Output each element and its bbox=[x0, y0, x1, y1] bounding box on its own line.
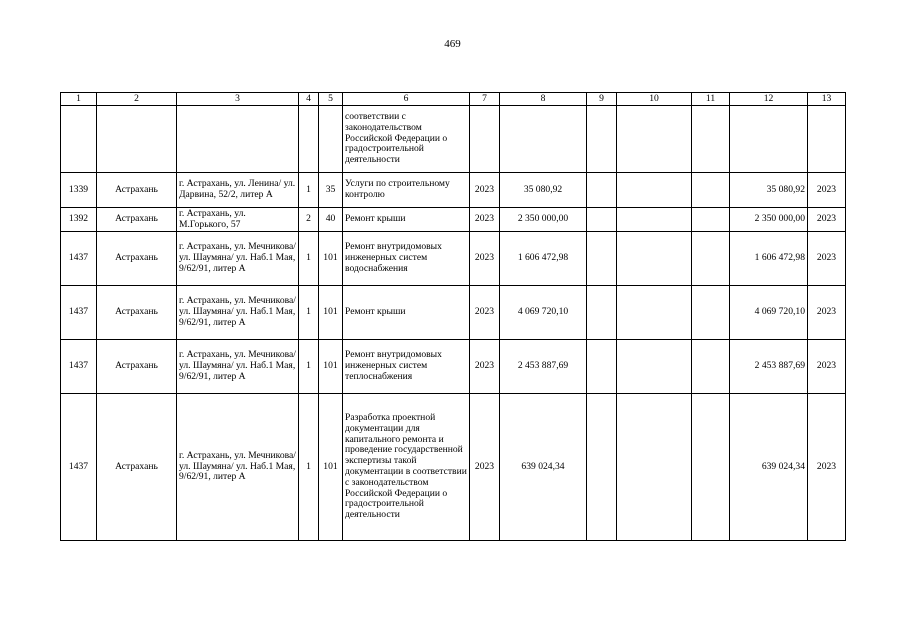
table-row bbox=[61, 232, 846, 286]
table-cell bbox=[692, 340, 730, 394]
table-cell bbox=[617, 106, 692, 173]
table-cell: 101 bbox=[319, 394, 343, 541]
column-header: 13 bbox=[808, 93, 846, 106]
header-row bbox=[61, 93, 846, 106]
year-cell: 2023 bbox=[470, 340, 500, 394]
table-cell bbox=[617, 340, 692, 394]
table-cell: 101 bbox=[319, 232, 343, 286]
work-type-cell: Ремонт внутридомовых инженерных систем теплоснабжения bbox=[343, 340, 470, 394]
table-row bbox=[61, 340, 846, 394]
table-cell: 101 bbox=[319, 340, 343, 394]
table-cell bbox=[177, 106, 299, 173]
year-cell: 2023 bbox=[470, 208, 500, 232]
table-cell bbox=[692, 394, 730, 541]
table-cell: 1 bbox=[299, 340, 319, 394]
number-cell: 1339 bbox=[61, 173, 97, 208]
table-cell bbox=[808, 106, 846, 173]
city-cell: Астрахань bbox=[97, 208, 177, 232]
year-cell: 2023 bbox=[470, 394, 500, 541]
amount-cell: 639 024,34 bbox=[730, 394, 808, 541]
year-cell: 2023 bbox=[808, 394, 846, 541]
address-cell: г. Астрахань, ул. Мечникова/ ул. Шаумяна/ ул. Наб.1 Мая, 9/62/91, литер А bbox=[177, 286, 299, 340]
column-header: 6 bbox=[343, 93, 470, 106]
amount-cell: 4 069 720,10 bbox=[730, 286, 808, 340]
table-cell bbox=[617, 173, 692, 208]
city-cell: Астрахань bbox=[97, 232, 177, 286]
table-row-continuation bbox=[61, 106, 846, 173]
table-row bbox=[61, 173, 846, 208]
column-header: 8 bbox=[500, 93, 587, 106]
city-cell: Астрахань bbox=[97, 340, 177, 394]
column-header: 1 bbox=[61, 93, 97, 106]
year-cell: 2023 bbox=[808, 340, 846, 394]
table-row bbox=[61, 208, 846, 232]
table-cell: 1 bbox=[299, 173, 319, 208]
address-cell: г. Астрахань, ул. Ленина/ ул. Дарвина, 52/2, литер А bbox=[177, 173, 299, 208]
table-cell: 40 bbox=[319, 208, 343, 232]
column-header: 3 bbox=[177, 93, 299, 106]
table-cell bbox=[587, 106, 617, 173]
table-cell bbox=[470, 106, 500, 173]
amount-cell: 1 606 472,98 bbox=[500, 232, 587, 286]
number-cell: 1437 bbox=[61, 286, 97, 340]
work-type-cell: соответствии с законодательством Российской Федерации о градостроительной деятельности bbox=[343, 106, 470, 173]
table-cell bbox=[319, 106, 343, 173]
amount-cell: 4 069 720,10 bbox=[500, 286, 587, 340]
amount-cell: 35 080,92 bbox=[500, 173, 587, 208]
address-cell: г. Астрахань, ул. Мечникова/ ул. Шаумяна/ ул. Наб.1 Мая, 9/62/91, литер А bbox=[177, 232, 299, 286]
page-number: 469 bbox=[444, 38, 461, 50]
column-header: 12 bbox=[730, 93, 808, 106]
data-table bbox=[60, 92, 846, 541]
table-cell bbox=[617, 208, 692, 232]
table-cell bbox=[617, 232, 692, 286]
table-cell bbox=[692, 173, 730, 208]
table-row bbox=[61, 286, 846, 340]
work-type-cell: Услуги по строительному контролю bbox=[343, 173, 470, 208]
year-cell: 2023 bbox=[808, 286, 846, 340]
city-cell: Астрахань bbox=[97, 173, 177, 208]
work-type-cell: Разработка проектной документации для капитального ремонта и проведение государственной экспертизы такой документации в соответствии с законодательством Российской Федерации о градостроительной деятельности bbox=[343, 394, 470, 541]
table-cell bbox=[587, 173, 617, 208]
year-cell: 2023 bbox=[808, 208, 846, 232]
column-header: 11 bbox=[692, 93, 730, 106]
table-cell bbox=[587, 286, 617, 340]
number-cell: 1437 bbox=[61, 232, 97, 286]
city-cell: Астрахань bbox=[97, 286, 177, 340]
city-cell: Астрахань bbox=[97, 394, 177, 541]
amount-cell: 2 350 000,00 bbox=[500, 208, 587, 232]
work-type-cell: Ремонт крыши bbox=[343, 208, 470, 232]
address-cell: г. Астрахань, ул. Мечникова/ ул. Шаумяна/ ул. Наб.1 Мая, 9/62/91, литер А bbox=[177, 340, 299, 394]
table-cell bbox=[500, 106, 587, 173]
table-cell bbox=[61, 106, 97, 173]
table-cell bbox=[587, 340, 617, 394]
column-header: 10 bbox=[617, 93, 692, 106]
column-header: 2 bbox=[97, 93, 177, 106]
table-cell bbox=[587, 232, 617, 286]
table-cell bbox=[97, 106, 177, 173]
table-cell bbox=[730, 106, 808, 173]
table-cell: 101 bbox=[319, 286, 343, 340]
year-cell: 2023 bbox=[808, 232, 846, 286]
table-cell bbox=[692, 232, 730, 286]
number-cell: 1437 bbox=[61, 340, 97, 394]
year-cell: 2023 bbox=[470, 232, 500, 286]
amount-cell: 35 080,92 bbox=[730, 173, 808, 208]
address-cell: г. Астрахань, ул. Мечникова/ ул. Шаумяна/ ул. Наб.1 Мая, 9/62/91, литер А bbox=[177, 394, 299, 541]
table-cell bbox=[692, 286, 730, 340]
table-cell bbox=[587, 208, 617, 232]
table-cell: 1 bbox=[299, 286, 319, 340]
work-type-cell: Ремонт внутридомовых инженерных систем водоснабжения bbox=[343, 232, 470, 286]
table-cell: 1 bbox=[299, 232, 319, 286]
year-cell: 2023 bbox=[470, 173, 500, 208]
table-cell: 35 bbox=[319, 173, 343, 208]
column-header: 7 bbox=[470, 93, 500, 106]
table-cell bbox=[617, 394, 692, 541]
number-cell: 1437 bbox=[61, 394, 97, 541]
work-type-cell: Ремонт крыши bbox=[343, 286, 470, 340]
address-cell: г. Астрахань, ул. М.Горького, 57 bbox=[177, 208, 299, 232]
amount-cell: 2 453 887,69 bbox=[730, 340, 808, 394]
table-cell: 2 bbox=[299, 208, 319, 232]
table-cell bbox=[692, 106, 730, 173]
table-cell bbox=[692, 208, 730, 232]
table-row bbox=[61, 394, 846, 541]
column-header: 4 bbox=[299, 93, 319, 106]
amount-cell: 2 350 000,00 bbox=[730, 208, 808, 232]
number-cell: 1392 bbox=[61, 208, 97, 232]
table-cell bbox=[617, 286, 692, 340]
amount-cell: 639 024,34 bbox=[500, 394, 587, 541]
year-cell: 2023 bbox=[808, 173, 846, 208]
amount-cell: 2 453 887,69 bbox=[500, 340, 587, 394]
table-cell: 1 bbox=[299, 394, 319, 541]
year-cell: 2023 bbox=[470, 286, 500, 340]
column-header: 9 bbox=[587, 93, 617, 106]
table-cell bbox=[299, 106, 319, 173]
table-cell bbox=[587, 394, 617, 541]
amount-cell: 1 606 472,98 bbox=[730, 232, 808, 286]
column-header: 5 bbox=[319, 93, 343, 106]
